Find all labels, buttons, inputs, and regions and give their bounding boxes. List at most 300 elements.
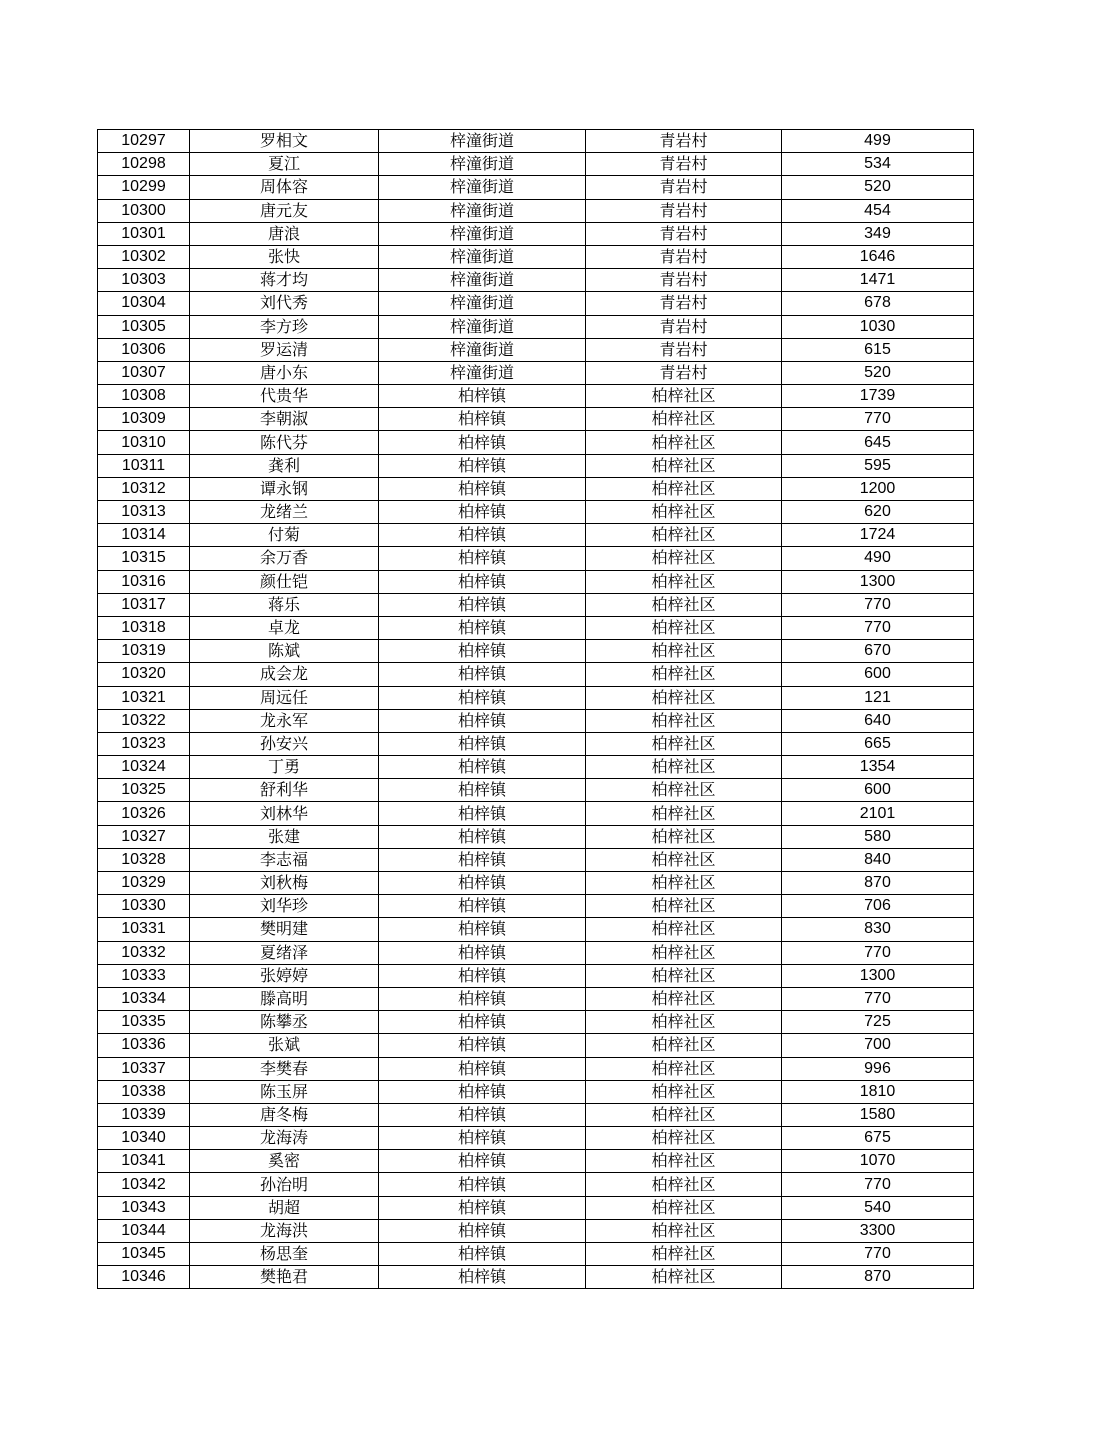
amount-cell: 1580 [782, 1103, 974, 1126]
serial-number-cell: 10341 [98, 1150, 190, 1173]
table-row [98, 199, 974, 222]
community-cell: 柏梓社区 [586, 1173, 782, 1196]
name-cell: 李樊春 [190, 1057, 379, 1080]
serial-number-cell: 10345 [98, 1243, 190, 1266]
township-cell: 柏梓镇 [379, 593, 586, 616]
name-cell: 唐小东 [190, 361, 379, 384]
name-cell: 龙海洪 [190, 1219, 379, 1242]
amount-cell: 1739 [782, 385, 974, 408]
amount-cell: 620 [782, 501, 974, 524]
amount-cell: 770 [782, 987, 974, 1010]
township-cell: 梓潼街道 [379, 222, 586, 245]
table-row [98, 385, 974, 408]
amount-cell: 595 [782, 454, 974, 477]
community-cell: 柏梓社区 [586, 709, 782, 732]
amount-cell: 770 [782, 941, 974, 964]
name-cell: 龙海涛 [190, 1127, 379, 1150]
name-cell: 蒋乐 [190, 593, 379, 616]
table-row [98, 802, 974, 825]
serial-number-cell: 10332 [98, 941, 190, 964]
township-cell: 柏梓镇 [379, 987, 586, 1010]
name-cell: 龙永军 [190, 709, 379, 732]
community-cell: 柏梓社区 [586, 385, 782, 408]
serial-number-cell: 10335 [98, 1011, 190, 1034]
township-cell: 柏梓镇 [379, 570, 586, 593]
serial-number-cell: 10298 [98, 153, 190, 176]
table-row [98, 1219, 974, 1242]
table-row [98, 130, 974, 153]
table-row [98, 756, 974, 779]
name-cell: 张快 [190, 245, 379, 268]
township-cell: 梓潼街道 [379, 338, 586, 361]
amount-cell: 665 [782, 732, 974, 755]
community-cell: 青岩村 [586, 269, 782, 292]
serial-number-cell: 10328 [98, 848, 190, 871]
township-cell: 柏梓镇 [379, 1243, 586, 1266]
name-cell: 余万香 [190, 547, 379, 570]
serial-number-cell: 10312 [98, 477, 190, 500]
name-cell: 卓龙 [190, 616, 379, 639]
serial-number-cell: 10316 [98, 570, 190, 593]
amount-cell: 640 [782, 709, 974, 732]
table-row [98, 964, 974, 987]
name-cell: 胡超 [190, 1196, 379, 1219]
name-cell: 陈斌 [190, 640, 379, 663]
serial-number-cell: 10318 [98, 616, 190, 639]
amount-cell: 1200 [782, 477, 974, 500]
table-row [98, 872, 974, 895]
amount-cell: 520 [782, 176, 974, 199]
community-cell: 柏梓社区 [586, 524, 782, 547]
serial-number-cell: 10325 [98, 779, 190, 802]
serial-number-cell: 10339 [98, 1103, 190, 1126]
township-cell: 柏梓镇 [379, 825, 586, 848]
township-cell: 柏梓镇 [379, 477, 586, 500]
community-cell: 柏梓社区 [586, 663, 782, 686]
amount-cell: 675 [782, 1127, 974, 1150]
name-cell: 陈代芬 [190, 431, 379, 454]
community-cell: 柏梓社区 [586, 825, 782, 848]
township-cell: 柏梓镇 [379, 802, 586, 825]
table-row [98, 1243, 974, 1266]
amount-cell: 1810 [782, 1080, 974, 1103]
name-cell: 刘秋梅 [190, 872, 379, 895]
name-cell: 张斌 [190, 1034, 379, 1057]
community-cell: 青岩村 [586, 361, 782, 384]
community-cell: 青岩村 [586, 130, 782, 153]
amount-cell: 700 [782, 1034, 974, 1057]
serial-number-cell: 10346 [98, 1266, 190, 1289]
community-cell: 柏梓社区 [586, 547, 782, 570]
community-cell: 柏梓社区 [586, 408, 782, 431]
table-row [98, 1266, 974, 1289]
township-cell: 梓潼街道 [379, 292, 586, 315]
community-cell: 柏梓社区 [586, 1127, 782, 1150]
township-cell: 柏梓镇 [379, 385, 586, 408]
name-cell: 滕高明 [190, 987, 379, 1010]
name-cell: 夏绪泽 [190, 941, 379, 964]
amount-cell: 770 [782, 408, 974, 431]
table-row [98, 292, 974, 315]
township-cell: 柏梓镇 [379, 1103, 586, 1126]
serial-number-cell: 10331 [98, 918, 190, 941]
township-cell: 柏梓镇 [379, 848, 586, 871]
table-row [98, 1150, 974, 1173]
township-cell: 柏梓镇 [379, 640, 586, 663]
serial-number-cell: 10317 [98, 593, 190, 616]
township-cell: 柏梓镇 [379, 1127, 586, 1150]
table-row [98, 1034, 974, 1057]
community-cell: 柏梓社区 [586, 477, 782, 500]
township-cell: 梓潼街道 [379, 176, 586, 199]
table-row [98, 848, 974, 871]
serial-number-cell: 10336 [98, 1034, 190, 1057]
table-row [98, 593, 974, 616]
name-cell: 周远任 [190, 686, 379, 709]
name-cell: 刘林华 [190, 802, 379, 825]
name-cell: 樊明建 [190, 918, 379, 941]
table-row [98, 431, 974, 454]
township-cell: 柏梓镇 [379, 501, 586, 524]
community-cell: 青岩村 [586, 199, 782, 222]
name-cell: 丁勇 [190, 756, 379, 779]
table-row [98, 570, 974, 593]
table-row [98, 547, 974, 570]
township-cell: 柏梓镇 [379, 779, 586, 802]
name-cell: 张建 [190, 825, 379, 848]
township-cell: 柏梓镇 [379, 1196, 586, 1219]
serial-number-cell: 10326 [98, 802, 190, 825]
township-cell: 柏梓镇 [379, 1219, 586, 1242]
amount-cell: 996 [782, 1057, 974, 1080]
amount-cell: 870 [782, 1266, 974, 1289]
name-cell: 成会龙 [190, 663, 379, 686]
amount-cell: 534 [782, 153, 974, 176]
amount-cell: 490 [782, 547, 974, 570]
serial-number-cell: 10303 [98, 269, 190, 292]
table-row [98, 477, 974, 500]
community-cell: 柏梓社区 [586, 779, 782, 802]
serial-number-cell: 10310 [98, 431, 190, 454]
amount-cell: 3300 [782, 1219, 974, 1242]
data-table [97, 129, 974, 1289]
name-cell: 龚利 [190, 454, 379, 477]
amount-cell: 1300 [782, 570, 974, 593]
table-row [98, 732, 974, 755]
serial-number-cell: 10320 [98, 663, 190, 686]
name-cell: 唐浪 [190, 222, 379, 245]
table-row [98, 1127, 974, 1150]
amount-cell: 1030 [782, 315, 974, 338]
amount-cell: 840 [782, 848, 974, 871]
township-cell: 柏梓镇 [379, 709, 586, 732]
table-row [98, 524, 974, 547]
serial-number-cell: 10314 [98, 524, 190, 547]
community-cell: 柏梓社区 [586, 1103, 782, 1126]
serial-number-cell: 10307 [98, 361, 190, 384]
name-cell: 代贵华 [190, 385, 379, 408]
amount-cell: 1070 [782, 1150, 974, 1173]
community-cell: 青岩村 [586, 245, 782, 268]
township-cell: 梓潼街道 [379, 361, 586, 384]
community-cell: 柏梓社区 [586, 454, 782, 477]
community-cell: 柏梓社区 [586, 872, 782, 895]
serial-number-cell: 10322 [98, 709, 190, 732]
name-cell: 罗相文 [190, 130, 379, 153]
amount-cell: 580 [782, 825, 974, 848]
name-cell: 谭永钢 [190, 477, 379, 500]
community-cell: 青岩村 [586, 153, 782, 176]
serial-number-cell: 10309 [98, 408, 190, 431]
amount-cell: 499 [782, 130, 974, 153]
township-cell: 柏梓镇 [379, 663, 586, 686]
amount-cell: 678 [782, 292, 974, 315]
township-cell: 梓潼街道 [379, 245, 586, 268]
name-cell: 樊艳君 [190, 1266, 379, 1289]
serial-number-cell: 10330 [98, 895, 190, 918]
community-cell: 柏梓社区 [586, 593, 782, 616]
community-cell: 柏梓社区 [586, 1196, 782, 1219]
name-cell: 付菊 [190, 524, 379, 547]
name-cell: 李志福 [190, 848, 379, 871]
serial-number-cell: 10337 [98, 1057, 190, 1080]
amount-cell: 1724 [782, 524, 974, 547]
township-cell: 柏梓镇 [379, 872, 586, 895]
township-cell: 柏梓镇 [379, 732, 586, 755]
name-cell: 颜仕铠 [190, 570, 379, 593]
table-row [98, 616, 974, 639]
amount-cell: 2101 [782, 802, 974, 825]
township-cell: 柏梓镇 [379, 686, 586, 709]
community-cell: 柏梓社区 [586, 987, 782, 1010]
amount-cell: 770 [782, 1173, 974, 1196]
serial-number-cell: 10329 [98, 872, 190, 895]
table-row [98, 987, 974, 1010]
name-cell: 陈攀丞 [190, 1011, 379, 1034]
community-cell: 柏梓社区 [586, 1150, 782, 1173]
table-row [98, 1103, 974, 1126]
community-cell: 柏梓社区 [586, 1266, 782, 1289]
community-cell: 柏梓社区 [586, 501, 782, 524]
amount-cell: 600 [782, 779, 974, 802]
name-cell: 张婷婷 [190, 964, 379, 987]
serial-number-cell: 10311 [98, 454, 190, 477]
table-row [98, 1173, 974, 1196]
serial-number-cell: 10327 [98, 825, 190, 848]
community-cell: 柏梓社区 [586, 918, 782, 941]
amount-cell: 870 [782, 872, 974, 895]
community-cell: 柏梓社区 [586, 431, 782, 454]
name-cell: 唐元友 [190, 199, 379, 222]
serial-number-cell: 10319 [98, 640, 190, 663]
township-cell: 柏梓镇 [379, 1150, 586, 1173]
serial-number-cell: 10306 [98, 338, 190, 361]
amount-cell: 540 [782, 1196, 974, 1219]
amount-cell: 645 [782, 431, 974, 454]
name-cell: 孙治明 [190, 1173, 379, 1196]
serial-number-cell: 10302 [98, 245, 190, 268]
serial-number-cell: 10305 [98, 315, 190, 338]
table-row [98, 1080, 974, 1103]
table-row [98, 663, 974, 686]
community-cell: 柏梓社区 [586, 756, 782, 779]
name-cell: 刘华珍 [190, 895, 379, 918]
serial-number-cell: 10324 [98, 756, 190, 779]
amount-cell: 830 [782, 918, 974, 941]
amount-cell: 1471 [782, 269, 974, 292]
serial-number-cell: 10342 [98, 1173, 190, 1196]
table-row [98, 918, 974, 941]
community-cell: 柏梓社区 [586, 640, 782, 663]
name-cell: 杨思奎 [190, 1243, 379, 1266]
community-cell: 柏梓社区 [586, 1011, 782, 1034]
name-cell: 罗运清 [190, 338, 379, 361]
table-row [98, 895, 974, 918]
township-cell: 梓潼街道 [379, 269, 586, 292]
community-cell: 柏梓社区 [586, 895, 782, 918]
community-cell: 青岩村 [586, 176, 782, 199]
township-cell: 梓潼街道 [379, 199, 586, 222]
community-cell: 柏梓社区 [586, 941, 782, 964]
name-cell: 蒋才均 [190, 269, 379, 292]
table-row [98, 501, 974, 524]
name-cell: 陈玉屏 [190, 1080, 379, 1103]
township-cell: 柏梓镇 [379, 964, 586, 987]
township-cell: 柏梓镇 [379, 756, 586, 779]
amount-cell: 770 [782, 1243, 974, 1266]
township-cell: 柏梓镇 [379, 431, 586, 454]
serial-number-cell: 10323 [98, 732, 190, 755]
table-row [98, 1196, 974, 1219]
name-cell: 李朝淑 [190, 408, 379, 431]
serial-number-cell: 10338 [98, 1080, 190, 1103]
township-cell: 柏梓镇 [379, 524, 586, 547]
table-row [98, 640, 974, 663]
township-cell: 柏梓镇 [379, 616, 586, 639]
table-row [98, 1011, 974, 1034]
community-cell: 柏梓社区 [586, 1080, 782, 1103]
table-row [98, 153, 974, 176]
amount-cell: 1300 [782, 964, 974, 987]
serial-number-cell: 10308 [98, 385, 190, 408]
serial-number-cell: 10334 [98, 987, 190, 1010]
community-cell: 柏梓社区 [586, 1034, 782, 1057]
community-cell: 柏梓社区 [586, 616, 782, 639]
amount-cell: 615 [782, 338, 974, 361]
serial-number-cell: 10315 [98, 547, 190, 570]
community-cell: 柏梓社区 [586, 686, 782, 709]
community-cell: 青岩村 [586, 292, 782, 315]
table-row [98, 408, 974, 431]
community-cell: 柏梓社区 [586, 1243, 782, 1266]
table-row [98, 269, 974, 292]
township-cell: 柏梓镇 [379, 1034, 586, 1057]
township-cell: 柏梓镇 [379, 408, 586, 431]
table-row [98, 779, 974, 802]
community-cell: 柏梓社区 [586, 1219, 782, 1242]
township-cell: 柏梓镇 [379, 547, 586, 570]
amount-cell: 770 [782, 616, 974, 639]
community-cell: 柏梓社区 [586, 732, 782, 755]
table-row [98, 941, 974, 964]
table-row [98, 825, 974, 848]
serial-number-cell: 10301 [98, 222, 190, 245]
township-cell: 柏梓镇 [379, 1057, 586, 1080]
township-cell: 柏梓镇 [379, 1266, 586, 1289]
name-cell: 孙安兴 [190, 732, 379, 755]
table-row [98, 454, 974, 477]
serial-number-cell: 10300 [98, 199, 190, 222]
name-cell: 唐冬梅 [190, 1103, 379, 1126]
serial-number-cell: 10333 [98, 964, 190, 987]
amount-cell: 349 [782, 222, 974, 245]
table-body [98, 130, 974, 1289]
name-cell: 李方珍 [190, 315, 379, 338]
township-cell: 柏梓镇 [379, 1173, 586, 1196]
community-cell: 青岩村 [586, 338, 782, 361]
township-cell: 柏梓镇 [379, 941, 586, 964]
name-cell: 刘代秀 [190, 292, 379, 315]
amount-cell: 1354 [782, 756, 974, 779]
amount-cell: 1646 [782, 245, 974, 268]
table-row [98, 315, 974, 338]
table-row [98, 1057, 974, 1080]
amount-cell: 121 [782, 686, 974, 709]
community-cell: 柏梓社区 [586, 802, 782, 825]
community-cell: 柏梓社区 [586, 848, 782, 871]
table-row [98, 176, 974, 199]
community-cell: 青岩村 [586, 315, 782, 338]
amount-cell: 770 [782, 593, 974, 616]
township-cell: 柏梓镇 [379, 895, 586, 918]
community-cell: 柏梓社区 [586, 570, 782, 593]
table-row [98, 686, 974, 709]
name-cell: 龙绪兰 [190, 501, 379, 524]
serial-number-cell: 10313 [98, 501, 190, 524]
table-row [98, 709, 974, 732]
township-cell: 梓潼街道 [379, 153, 586, 176]
serial-number-cell: 10340 [98, 1127, 190, 1150]
serial-number-cell: 10299 [98, 176, 190, 199]
name-cell: 舒利华 [190, 779, 379, 802]
table-row [98, 222, 974, 245]
township-cell: 梓潼街道 [379, 315, 586, 338]
serial-number-cell: 10297 [98, 130, 190, 153]
amount-cell: 454 [782, 199, 974, 222]
amount-cell: 706 [782, 895, 974, 918]
serial-number-cell: 10321 [98, 686, 190, 709]
township-cell: 柏梓镇 [379, 1011, 586, 1034]
table-row [98, 338, 974, 361]
name-cell: 周体容 [190, 176, 379, 199]
serial-number-cell: 10304 [98, 292, 190, 315]
serial-number-cell: 10344 [98, 1219, 190, 1242]
table-row [98, 245, 974, 268]
community-cell: 青岩村 [586, 222, 782, 245]
name-cell: 奚密 [190, 1150, 379, 1173]
amount-cell: 670 [782, 640, 974, 663]
community-cell: 柏梓社区 [586, 964, 782, 987]
amount-cell: 600 [782, 663, 974, 686]
township-cell: 柏梓镇 [379, 918, 586, 941]
serial-number-cell: 10343 [98, 1196, 190, 1219]
township-cell: 梓潼街道 [379, 130, 586, 153]
township-cell: 柏梓镇 [379, 1080, 586, 1103]
township-cell: 柏梓镇 [379, 454, 586, 477]
community-cell: 柏梓社区 [586, 1057, 782, 1080]
name-cell: 夏江 [190, 153, 379, 176]
amount-cell: 725 [782, 1011, 974, 1034]
